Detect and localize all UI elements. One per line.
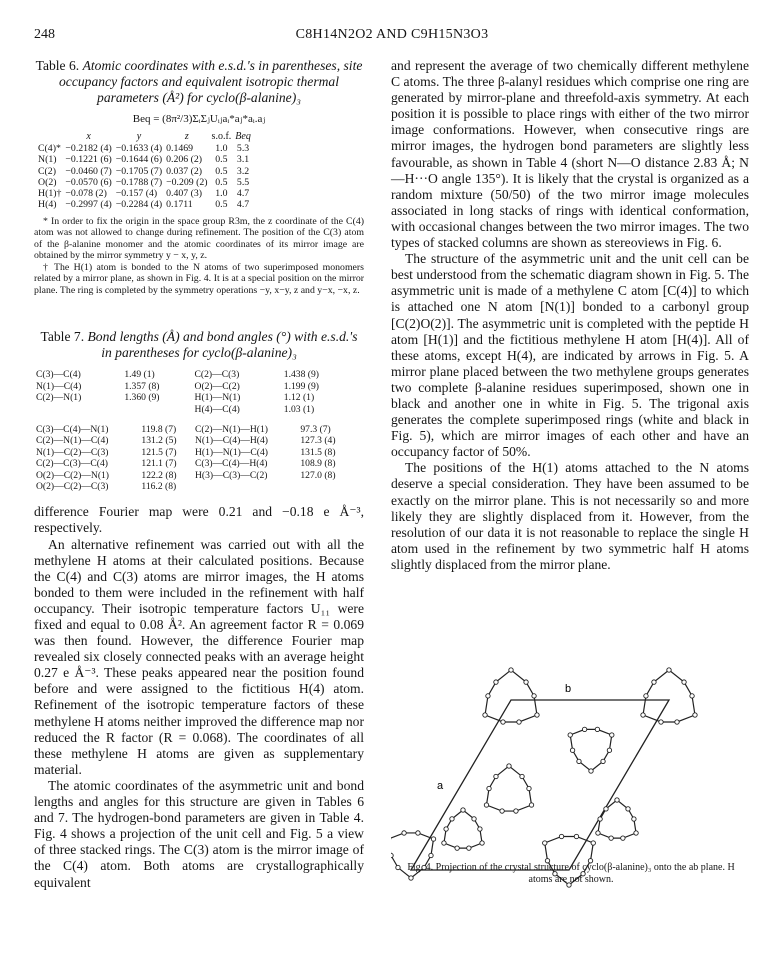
table6-cell: 0.1711	[166, 199, 193, 211]
table7-caption	[34, 329, 364, 361]
table7-cell: 1.49 (1)	[124, 369, 155, 381]
table7-row	[34, 470, 352, 481]
table6-cell: O(2)	[38, 176, 57, 188]
table6-footnote-1: * In order to fix the origin in the space group R3m, the z coordinate of the C(4) atom was not allowed to change during refinement. The position of the C(3) atom of the β-alanine monomer and the atomic coordinates of its mirror image are obtained by the mirror symmetry y − x, y, z.	[34, 215, 364, 262]
atom-marker	[429, 853, 433, 857]
table7-cell: H(1)—N(1)—C(4)	[194, 446, 268, 458]
table7-row	[34, 435, 352, 446]
table7-cell: O(2)—C(2)—N(1)	[36, 469, 110, 481]
table6-cell: 4.7	[236, 199, 250, 211]
table7-cell: N(1)—C(2)—C(3)	[36, 446, 109, 458]
table6-col-sof: s.o.f.	[211, 131, 232, 142]
atom-marker	[450, 817, 454, 821]
table6-cell: −0.1221 (6)	[65, 154, 112, 166]
table7-cell: C(3)—C(4)	[36, 369, 81, 381]
beq-formula: Beq = (8π²/3)ΣᵢΣⱼUᵢⱼaᵢ*aⱼ*aᵢ.aⱼ	[132, 113, 266, 125]
atom-marker	[442, 841, 446, 845]
right-paragraph-3: The positions of the H(1) atoms attached to the N atoms deserve a special consideration. They have been assumed to be exactly on the mirror plane. This is not necessarily so and more likely they are slightly displaced from it. However, from the resolution of our data it is not reasonable to replace the single H atom used in the refinement by two symmetric half H atoms slightly displaced from the mirror plane.	[391, 460, 749, 572]
table7-cell: O(2)—C(2)	[194, 380, 240, 392]
table7-angles	[34, 424, 352, 492]
table6-cell: H(1)†	[38, 188, 62, 200]
table7-row	[34, 481, 352, 492]
table6-cell: 0.5	[215, 176, 228, 188]
atom-marker	[507, 764, 511, 768]
table6-cell: −0.1644 (6)	[115, 154, 163, 166]
atom-marker	[582, 727, 586, 731]
table7-cell: N(1)—C(4)	[36, 380, 82, 392]
axis-label-a: a	[437, 780, 444, 792]
table6-cell: −0.0460 (7)	[65, 165, 112, 177]
atom-marker	[604, 807, 608, 811]
table7-row	[34, 458, 352, 469]
table7-cell: N(1)—C(4)—H(4)	[194, 435, 268, 447]
figure-4	[391, 652, 749, 902]
ring-bonds	[643, 670, 695, 722]
left-column	[34, 58, 364, 891]
table6-cell: −0.2284 (4)	[115, 199, 163, 211]
atom-marker	[610, 733, 614, 737]
table7-cell: C(2)—N(1)	[36, 392, 82, 404]
table6-row	[36, 177, 253, 188]
atom-marker	[595, 727, 599, 731]
atom-marker	[529, 803, 533, 807]
atom-marker	[632, 817, 636, 821]
table7-cell: H(1)—N(1)	[194, 392, 241, 404]
table7-cell: 1.12 (1)	[283, 392, 315, 404]
table7-cell: C(3)—C(4)—H(4)	[194, 458, 268, 470]
table7-row	[34, 424, 352, 435]
table7-cell: 121.5 (7)	[141, 446, 177, 458]
atom-marker	[478, 827, 482, 831]
atom-marker	[509, 668, 513, 672]
atom-marker	[486, 694, 490, 698]
ring-bonds	[444, 810, 482, 848]
atom-marker	[559, 834, 563, 838]
left-paragraph-1: difference Fourier map were 0.21 and −0.18 e Å⁻³, respectively.	[34, 504, 364, 536]
atom-marker	[500, 809, 504, 813]
table7-cell: 131.5 (8)	[300, 446, 336, 458]
ring-bonds	[570, 729, 612, 771]
table6-footnotes	[34, 216, 364, 297]
atom-marker	[517, 720, 521, 724]
table6-cell: 0.407 (3)	[166, 188, 203, 200]
atom-marker	[535, 713, 539, 717]
atom-marker	[690, 694, 694, 698]
table7-cell: 131.2 (5)	[141, 435, 177, 447]
table6-cell: 5.3	[236, 143, 250, 154]
molecule-ring	[484, 764, 533, 813]
atom-marker	[598, 817, 602, 821]
table6-cell: −0.078 (2)	[65, 188, 107, 200]
atom-marker	[532, 694, 536, 698]
atom-marker	[483, 713, 487, 717]
table7-cell: C(2)—C(3)	[194, 369, 240, 381]
table6-cell: 3.1	[236, 154, 250, 166]
table7-cell: 1.438 (9)	[283, 369, 319, 381]
page-header	[0, 27, 784, 47]
ring-bonds	[486, 766, 531, 811]
right-column	[391, 58, 749, 573]
table7-row	[34, 404, 352, 415]
table6-cell: 0.037 (2)	[166, 165, 203, 177]
table7-caption-label: Table 7.	[40, 329, 85, 345]
atom-marker	[667, 668, 671, 672]
table6-caption	[34, 58, 364, 106]
table6-cell: N(1)	[38, 154, 57, 166]
atom-marker	[480, 841, 484, 845]
table7-cell: 97.3 (7)	[300, 423, 331, 435]
atom-marker	[621, 836, 625, 840]
left-paragraph-3: The atomic coordinates of the asymmetric unit and bond lengths and angles for this structure are given in Tables 6 and 7. The hydrogen-bond parameters are given in Table 4. Fig. 4 shows a projection of the unit cell and Fig. 5 a view of three stacked rings. The C(3) atom is the mirror image of the C(4) atom. Both atoms are crystallographically equivalent	[34, 777, 364, 890]
table6-col-beq: Beq	[235, 131, 251, 142]
atom-marker	[391, 853, 393, 857]
atom-marker	[607, 748, 611, 752]
axis-label-b: b	[565, 683, 572, 695]
molecule-ring	[596, 798, 639, 841]
molecule-ring	[483, 668, 539, 724]
table6-cell: −0.0570 (6)	[65, 176, 112, 188]
atom-marker	[494, 680, 498, 684]
table6-cell: 1.0	[215, 143, 228, 154]
table7-row	[34, 447, 352, 458]
atom-marker	[501, 720, 505, 724]
atom-marker	[675, 720, 679, 724]
right-body-text	[391, 58, 749, 573]
table6-row	[36, 199, 253, 210]
table6-cell: 5.5	[236, 176, 250, 188]
table6-cell: C(2)	[38, 165, 56, 177]
table7-cell	[34, 404, 122, 415]
atom-marker	[514, 809, 518, 813]
table7-cell: 1.360 (9)	[124, 392, 160, 404]
table6-cell: C(4)*	[38, 143, 61, 154]
atom-marker	[641, 713, 645, 717]
table6-caption-text: Atomic coordinates with e.s.d.'s in parentheses, site occupancy factors and equivalent isotropic thermal parameters (Å²) for cyclo(β-alanine)₃	[59, 58, 363, 105]
unit-cell-outline	[411, 700, 669, 870]
table7-cell: 1.199 (9)	[283, 380, 319, 392]
atom-marker	[644, 694, 648, 698]
atom-marker	[634, 831, 638, 835]
atom-marker	[574, 834, 578, 838]
table7-cell: 127.0 (8)	[300, 469, 336, 481]
atom-marker	[461, 808, 465, 812]
atom-marker	[682, 680, 686, 684]
atom-marker	[472, 817, 476, 821]
atom-marker	[601, 759, 605, 763]
atom-marker	[615, 798, 619, 802]
table6-cell: 4.7	[236, 188, 250, 200]
table7-row	[34, 369, 352, 380]
table6-cell: −0.1705 (7)	[115, 165, 163, 177]
table7-cell	[122, 404, 192, 415]
atom-marker	[444, 827, 448, 831]
table7-cell: 121.1 (7)	[141, 458, 177, 470]
table6-cell: 1.0	[215, 188, 228, 200]
atom-marker	[527, 786, 531, 790]
table7-cell: H(4)—C(4)	[194, 403, 240, 415]
atom-marker	[596, 831, 600, 835]
left-paragraph-2: An alternative refinement was carried out with all the methylene H atoms at their calculated positions. Because the C(4) and C(3) atoms are mirror images, the H atoms bonded to them were included in the refinement with half occupancy. Their isotropic temperature factors U₁₁ were fixed and equal to 0.08 Å². An agreement factor R = 0.069 was then found. However, the difference Fourier map revealed six closely connected peaks with an average height 0.27 e Å⁻³. These peaks appeared near the position found before and were assigned to the fictitious H(4) atom. Refinement of the isotropic temperature factors of these methylene H atoms neither improved the difference map nor reduced the R factor (R = 0.068). The coordinates of all these methylene H atoms are given as supplementary material.	[34, 536, 364, 777]
atom-marker	[693, 713, 697, 717]
table7-row	[34, 381, 352, 392]
table6-col-x: x	[86, 131, 91, 142]
atom-marker	[484, 803, 488, 807]
atom-marker	[652, 680, 656, 684]
atom-marker	[577, 759, 581, 763]
table7-cell: C(2)—N(1)—H(1)	[194, 423, 268, 435]
table6-cell: −0.209 (2)	[166, 176, 208, 188]
table6-cell: 0.5	[215, 165, 228, 177]
table7-lengths	[34, 369, 352, 415]
table7-cell: H(3)—C(3)—C(2)	[194, 469, 268, 481]
table6-footnote-2: † The H(1) atom is bonded to the N atoms of two superimposed monomers related by a mirror plane, as shown in Fig. 4. It is at a special position on the mirror plane. The ring is completed by the symmetry operations −y, x−y, z and y−x, −x, z.	[34, 261, 364, 296]
atom-marker	[494, 774, 498, 778]
right-paragraph-2: The structure of the asymmetric unit and the unit cell can be best understood from the schematic diagram shown in Fig. 5. The asymmetric unit is made of a methylene C atom [C(4)] to which is attached one N atom [N(1)] bonded to a carbonyl group [C(2)O(2)]. The asymmetric unit is completed with the peptide H atom [H(1)] and the fictitious methylene H atom [H(4)]. All of these atoms, except H(4), are indicated by arrows in Fig. 5. A mirror plane placed between the two methylene groups generates two complete β-alanine residues superimposed, shown one in black and another one in white in Fig. 5. The trigonal axis generates the complete superimposed rings (white and black in Fig. 5), which are mirror images of each other and have an occupancy factor of 50%.	[391, 251, 749, 460]
atom-marker	[487, 786, 491, 790]
table6-header-row	[36, 131, 253, 143]
table7-cell: C(2)—N(1)—C(4)	[36, 435, 109, 447]
page-number: 248	[34, 27, 55, 42]
table7-cell: C(2)—C(3)—C(4)	[36, 458, 108, 470]
atom-marker	[543, 841, 547, 845]
table6-cell: 0.206 (2)	[166, 154, 203, 166]
table6-cell: 3.2	[236, 165, 250, 177]
table6-row	[36, 166, 253, 177]
atom-marker	[467, 846, 471, 850]
molecule-ring	[568, 727, 614, 773]
atom-marker	[455, 846, 459, 850]
atom-marker	[626, 807, 630, 811]
table6-cell: −0.1633 (4)	[115, 143, 163, 154]
table6-row	[36, 188, 253, 199]
table6-row	[36, 154, 253, 165]
table6-row	[36, 143, 253, 154]
atom-marker	[416, 831, 420, 835]
table6-cell: 0.5	[215, 199, 228, 211]
table6-cell: −0.2182 (4)	[65, 143, 112, 154]
ring-bonds	[598, 800, 636, 838]
atom-marker	[589, 769, 593, 773]
ring-bonds	[485, 670, 537, 722]
table6-cell: −0.1788 (7)	[115, 176, 163, 188]
table7-cell: 1.03 (1)	[283, 403, 315, 415]
atom-marker	[570, 748, 574, 752]
table7-cell: 119.8 (7)	[141, 423, 177, 435]
table6-col-atom	[36, 131, 63, 143]
atom-marker	[609, 836, 613, 840]
table6-caption-label: Table 6.	[35, 58, 80, 73]
atom-marker	[402, 831, 406, 835]
molecule-ring	[442, 808, 485, 851]
table6-cell: 0.1469	[166, 143, 194, 154]
atom-marker	[396, 865, 400, 869]
figure-4-caption: Fig. 4. Projection of the crystal structure of cyclo(β-alanine)₃ onto the ab plane. H atoms are not shown.	[407, 862, 735, 885]
table7-caption-text: Bond lengths (Å) and bond angles (°) with e.s.d.'s in parentheses for cyclo(β-alanine)₃	[87, 329, 358, 361]
atom-marker	[524, 680, 528, 684]
table6-cell: H(4)	[38, 199, 57, 211]
table6-cell: −0.2997 (4)	[65, 199, 112, 211]
table7-cell: 127.3 (4)	[300, 435, 336, 447]
table7-cell	[298, 481, 352, 492]
table7-row	[34, 392, 352, 403]
table7-cell: 1.357 (8)	[124, 380, 160, 392]
table7-cell: 122.2 (8)	[141, 469, 177, 481]
table6-col-z: z	[184, 131, 189, 142]
table6-cell: −0.157 (4)	[115, 188, 158, 200]
table6	[36, 131, 253, 211]
atom-marker	[431, 837, 435, 841]
table7-cell: C(3)—C(4)—N(1)	[36, 423, 109, 435]
table7-cell: 116.2 (8)	[141, 480, 177, 492]
running-title: C8H14N2O2 AND C9H15N3O3	[295, 27, 489, 42]
table6-cell: 0.5	[215, 154, 228, 166]
left-body-text	[34, 504, 364, 890]
molecule-ring	[641, 668, 697, 724]
atom-marker	[568, 733, 572, 737]
right-paragraph-1: and represent the average of two chemically different methylene C atoms. The three β-alanyl residues which comprise one ring are generated by mirror-plane and threefold-axis symmetry. At each position it is possible to place rings with either of the two mirror image conformations. However, when consecutive rings are mirror images, the hydrogen bond parameters are slightly less favourable, as shown in Table 4 (short N—O distance 2.83 Å; N—H···O angle 135°). It is likely that the crystal is organized as a random mixture (50/50) of the two mirror image molecules associated in long stacks of rings with identical conformation, with occasional changes between the two mirror images. The two types of stacked columns are shown as stereoviews in Fig. 6.	[391, 58, 749, 251]
atom-marker	[591, 841, 595, 845]
table7-cell: 108.9 (8)	[300, 458, 336, 470]
table6-col-y: y	[136, 131, 142, 142]
atom-marker	[659, 720, 663, 724]
table7-cell: O(2)—C(2)—C(3)	[36, 480, 109, 492]
table7-cell	[193, 481, 298, 492]
atom-marker	[520, 774, 524, 778]
